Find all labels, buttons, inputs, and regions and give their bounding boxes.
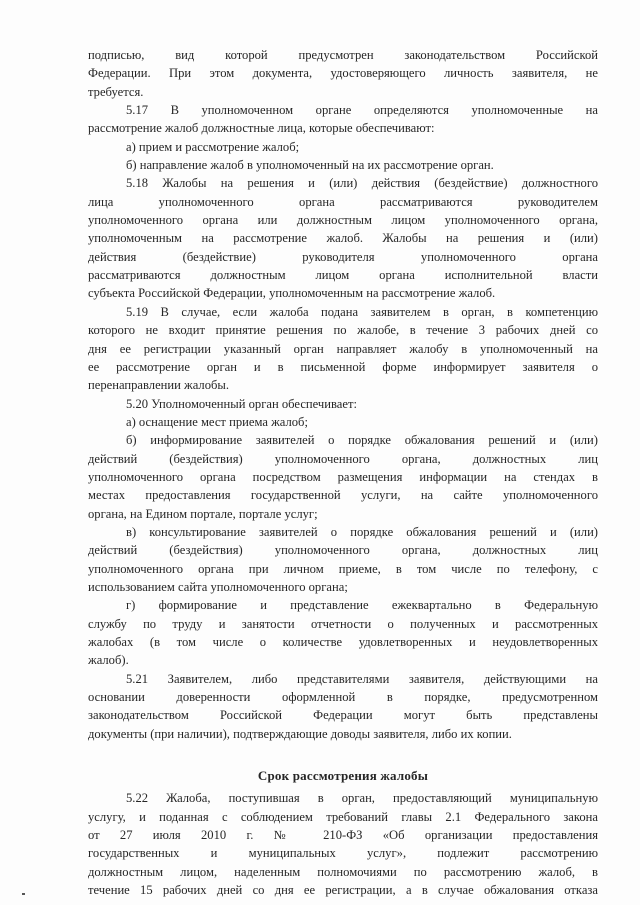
text-line: 5.19 В случае, если жалоба подана заявителем в орган, в компетенцию <box>126 304 598 319</box>
text-line: действия (бездействие) руководителя уполномоченного органа <box>88 249 598 264</box>
text-line: г) формирование и представление ежеквартально в Федеральную <box>126 598 598 613</box>
text-line: использованием сайта уполномоченного органа; <box>88 579 348 594</box>
text-line: а) оснащение мест приема жалоб; <box>126 414 308 429</box>
text-line: местах предоставления государственной услуги, на сайте уполномоченного <box>88 488 598 503</box>
text-line: рассмотрение жалоб должностные лица, которые обеспечивают: <box>88 121 435 136</box>
text-line: 5.20 Уполномоченный орган обеспечивает: <box>126 396 357 411</box>
text-line: уполномоченного органа или должностным лицом уполномоченного органа, <box>88 213 598 228</box>
text-line: рассматриваются должностным лицом органа исполнительной власти <box>88 268 598 283</box>
text-line: уполномоченного органа посредством размещения информации на стендах в <box>88 469 598 484</box>
text-line: законодательством Российской Федерации могут быть представлены <box>88 708 598 723</box>
text-line: государственных и муниципальных услуг», подлежит рассмотрению <box>88 846 598 861</box>
text-line: службу по труду и занятости отчетности о полученных и рассмотренных <box>88 616 598 631</box>
text-line: документы (при наличии), подтверждающие доводы заявителя, либо их копии. <box>88 726 512 741</box>
text-line: требуется. <box>88 84 144 99</box>
text-line: от 27 июля 2010 г. № 210-ФЗ «Об организации предоставления <box>88 828 598 843</box>
text-line: подписью, вид которой предусмотрен законодательством Российской <box>88 48 598 62</box>
text-line: лица уполномоченного органа рассматриваются руководителем <box>88 194 598 209</box>
section-heading: Срок рассмотрения жалобы <box>257 768 429 784</box>
text-line: жалобах (в том числе о количестве удовлетворенных и неудовлетворенных <box>88 635 598 649</box>
section-appeal-term <box>88 789 598 899</box>
text-line: уполномоченного органа при личном приеме, в том числе по телефону, с <box>88 561 598 576</box>
text-line: Федерации. При этом документа, удостоверяющего личность заявителя, не <box>88 66 598 81</box>
scan-artifact <box>22 893 25 895</box>
text-line: б) информирование заявителей о порядке обжалования решений и (или) <box>126 433 598 448</box>
text-line: течение 15 рабочих дней со дня ее регистрации, а в случае обжалования отказа <box>88 883 598 898</box>
text-line: б) направление жалоб в уполномоченный на их рассмотрение орган. <box>126 158 494 173</box>
text-line: а) прием и рассмотрение жалоб; <box>126 139 300 154</box>
document-body <box>88 46 598 899</box>
text-line: органа, на Едином портале, портале услуг; <box>88 506 318 521</box>
text-line: должностным лицом, наделенным полномочиями по рассмотрению жалоб, в <box>88 864 598 879</box>
text-line: дня ее регистрации указанный орган направляет жалобу в уполномоченный на <box>88 341 598 356</box>
text-line: ее рассмотрение орган и в письменной форме информирует заявителя о <box>88 359 598 374</box>
text-line: основании доверенности оформленной в порядке, предусмотренном <box>88 690 598 705</box>
text-line: 5.17 В уполномоченном органе определяются уполномоченные на <box>126 103 598 118</box>
text-line: жалоб). <box>88 653 129 668</box>
section-appeal-procedure <box>88 46 598 743</box>
text-line: которого не входит принятие решения по жалобе, в течение 3 рабочих дней со <box>88 323 598 338</box>
text-line: 5.21 Заявителем, либо представителями заявителя, действующими на <box>126 671 598 686</box>
text-line: 5.22 Жалоба, поступившая в орган, предоставляющий муниципальную <box>126 791 598 806</box>
text-line: уполномоченным на рассмотрение жалоб. Жалобы на решения и (или) <box>88 231 598 246</box>
text-line: услугу, и поданная с соблюдением требований главы 2.1 Федерального закона <box>88 809 598 824</box>
text-line: действий (бездействия) уполномоченного органа, должностных лиц <box>88 451 598 466</box>
text-line: действий (бездействия) уполномоченного органа, должностных лиц <box>88 543 598 558</box>
text-line: субъекта Российской Федерации, уполномоченным на рассмотрение жалоб. <box>88 286 496 301</box>
text-line: перенаправлении жалобы. <box>88 378 230 393</box>
text-line: 5.18 Жалобы на решения и (или) действия (бездействие) должностного <box>126 176 598 191</box>
text-line: в) консультирование заявителей о порядке обжалования решений и (или) <box>126 524 598 539</box>
